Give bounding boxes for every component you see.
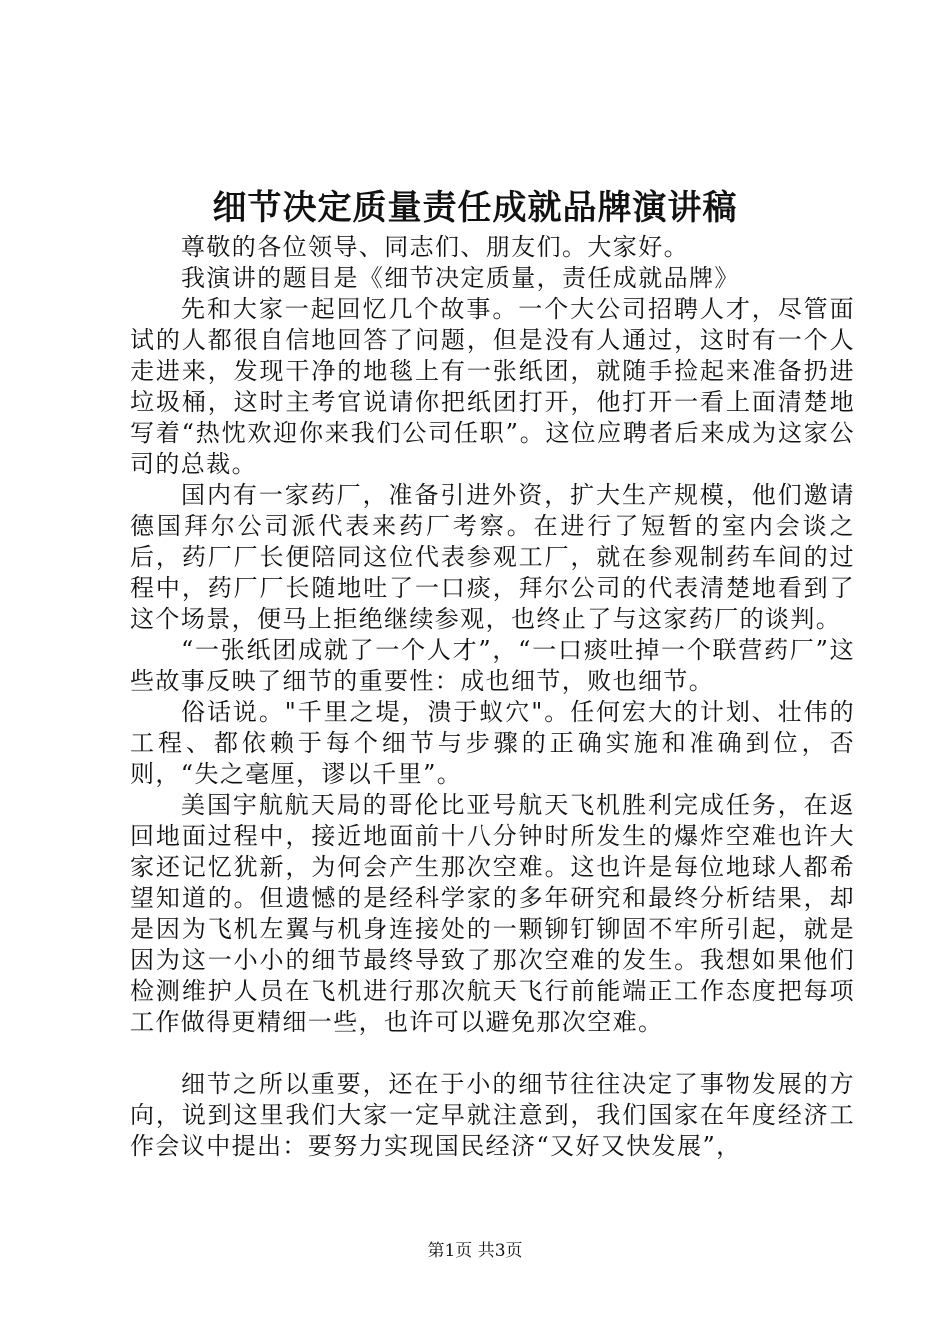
page-footer: 第1页 共3页 [427,1241,523,1261]
paragraph-greeting: 尊敬的各位领导、同志们、朋友们。大家好。 [181,233,689,261]
paragraph-story-paper: 先和大家一起回忆几个故事。一个大公司招聘人才，尽管面试的人都很自信地回答了问题，但是没有人通过，这时有一个人走进来，发现干净的地毯上有一张纸团，就随手捡起来准备扔进垃圾桶，这时主考官说请你把纸团打开，他打开一看上面清楚地写着“热忱欢迎你来我们公司任职”。这位应聘者后来成为这家公司的总裁。 [130,295,855,478]
paragraph-direction: 细节之所以重要，还在于小的细节往往决定了事物发展的方向，说到这里我们大家一定早就注意到，我们国家在年度经济工作会议中提出：要努力实现国民经济“又好又快发展”， [130,1070,855,1160]
paragraph-summary: “一张纸团成就了一个人才”，“一口痰吐掉一个联营药厂”这些故事反映了细节的重要性：成也细节，败也细节。 [130,636,855,695]
paragraph-proverb: 俗话说。"千里之堤，溃于蚁穴"。任何宏大的计划、壮伟的工程、都依赖于每个细节与步骤的正确实施和准确到位，否则，“失之毫厘，谬以千里”。 [130,698,855,788]
paragraph-columbia: 美国宇航航天局的哥伦比亚号航天飞机胜利完成任务，在返回地面过程中，接近地面前十八分钟时所发生的爆炸空难也许大家还记忆犹新，为何会产生那次空难。这也许是每位地球人都希望知道的。但遗憾的是经科学家的多年研究和最终分析结果，却是因为飞机左翼与机身连接处的一颗铆钉铆固不牢所引起，就是因为这一小小的细节最终导致了那次空难的发生。我想如果他们检测维护人员在飞机进行那次航天飞行前能端正工作态度把每项工作做得更精细一些，也许可以避免那次空难。 [130,791,855,1036]
paragraph-story-factory: 国内有一家药厂，准备引进外资，扩大生产规模，他们邀请德国拜尔公司派代表来药厂考察。在进行了短暂的室内会谈之后，药厂厂长便陪同这位代表参观工厂，就在参观制药车间的过程中，药厂厂长随地吐了一口痰，拜尔公司的代表清楚地看到了这个场景，便马上拒绝继续参观，也终止了与这家药厂的谈判。 [130,481,855,633]
document-title: 细节决定质量责任成就品牌演讲稿 [212,188,738,228]
paragraph-topic: 我演讲的题目是《细节决定质量，责任成就品牌》 [181,264,740,292]
document-body [130,232,855,1162]
